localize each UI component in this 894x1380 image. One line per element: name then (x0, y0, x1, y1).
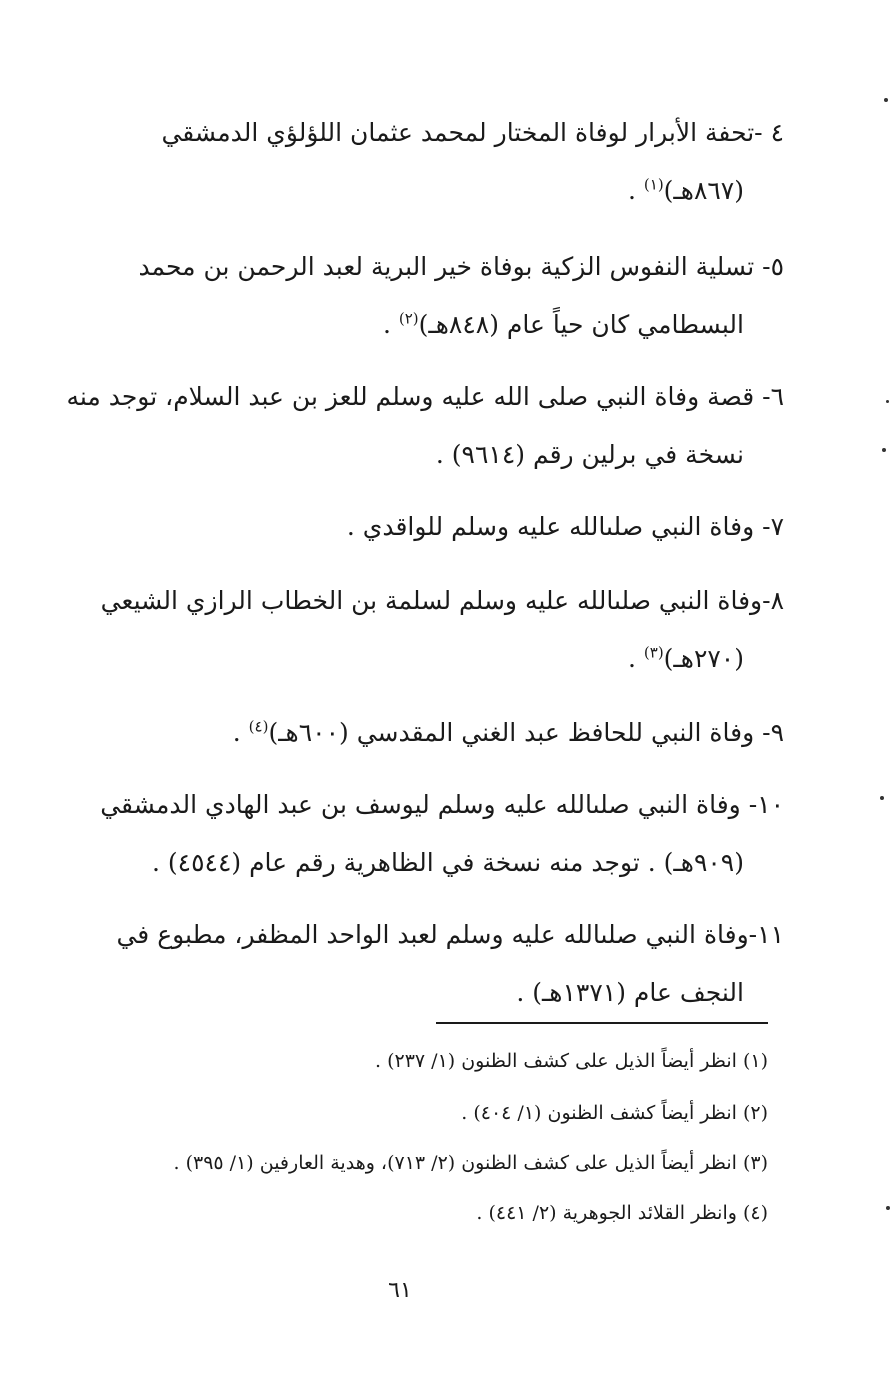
entry-line: ٤ -تحفة الأبرار لوفاة المختار لمحمد عثمان اللؤلؤي الدمشقي (161, 118, 784, 147)
entry-line: نسخة في برلين رقم (٩٦١٤) . (435, 440, 744, 469)
entry-line: ٦- قصة وفاة النبي صلى الله عليه وسلم للعز بن عبد السلام، توجد منه (66, 382, 784, 411)
footnote: (٣) انظر أيضاً الذيل على كشف الظنون (٢/ ٧١٣)، وهدية العارفين (١/ ٣٩٥) . (173, 1152, 768, 1174)
entry-line (74, 296, 784, 354)
entry-line: ٧- وفاة النبي صلىالله عليه وسلم للواقدي . (346, 512, 784, 541)
entry-end: . (382, 310, 391, 339)
list-item (74, 776, 784, 892)
entry-line (74, 704, 784, 762)
footnote-divider (436, 1022, 768, 1024)
footnote: (٢) انظر أيضاً كشف الظنون (١/ ٤٠٤) . (461, 1102, 768, 1124)
page-number: ٦١ (388, 1278, 412, 1303)
entry-line: ٥- تسلية النفوس الزكية بوفاة خير البرية لعبد الرحمن بن محمد (138, 252, 784, 281)
footnote-ref: (٤) (248, 717, 269, 736)
scan-speck (884, 98, 888, 102)
entry-line: ١٠- وفاة النبي صلىالله عليه وسلم ليوسف بن عبد الهادي الدمشقي (100, 790, 784, 819)
entry-line (74, 162, 784, 220)
list-item (74, 104, 784, 220)
footnote: (٤) وانظر القلائد الجوهرية (٢/ ٤٤١) . (476, 1202, 768, 1224)
entry-date: (٨٦٧هـ) (663, 176, 744, 205)
scan-speck (886, 1206, 890, 1210)
list-item (74, 906, 784, 1022)
list-item (74, 238, 784, 354)
footnote: (١) انظر أيضاً الذيل على كشف الظنون (١/ ٢٣٧) . (374, 1050, 768, 1072)
entry-end: . (627, 176, 636, 205)
list-item (74, 704, 784, 762)
entry-line: (٩٠٩هـ) . توجد منه نسخة في الظاهرية رقم عام (٤٥٤٤) . (152, 848, 744, 877)
list-item (66, 368, 784, 484)
entry-line (74, 630, 784, 688)
entry-line: ٨-وفاة النبي صلىالله عليه وسلم لسلمة بن الخطاب الرازي الشيعي (100, 586, 784, 615)
entry-line: النجف عام (١٣٧١هـ) . (516, 978, 744, 1007)
entry-end: . (232, 718, 241, 747)
entry-text: ٩- وفاة النبي للحافظ عبد الغني المقدسي (٦٠٠هـ) (268, 718, 784, 747)
scan-speck (880, 796, 884, 800)
entry-end: . (627, 644, 636, 673)
footnote-ref: (١) (643, 175, 664, 194)
footnote-ref: (٣) (643, 643, 664, 662)
list-item (74, 572, 784, 688)
footnote-ref: (٢) (398, 309, 419, 328)
entry-line: ١١-وفاة النبي صلىالله عليه وسلم لعبد الواحد المظفر، مطبوع في (116, 920, 784, 949)
scan-speck (882, 448, 886, 452)
entry-date: (٢٧٠هـ) (663, 644, 744, 673)
scan-speck (886, 400, 889, 403)
entry-date: البسطامي كان حياً عام (٨٤٨هـ) (418, 310, 744, 339)
list-item (74, 498, 784, 556)
